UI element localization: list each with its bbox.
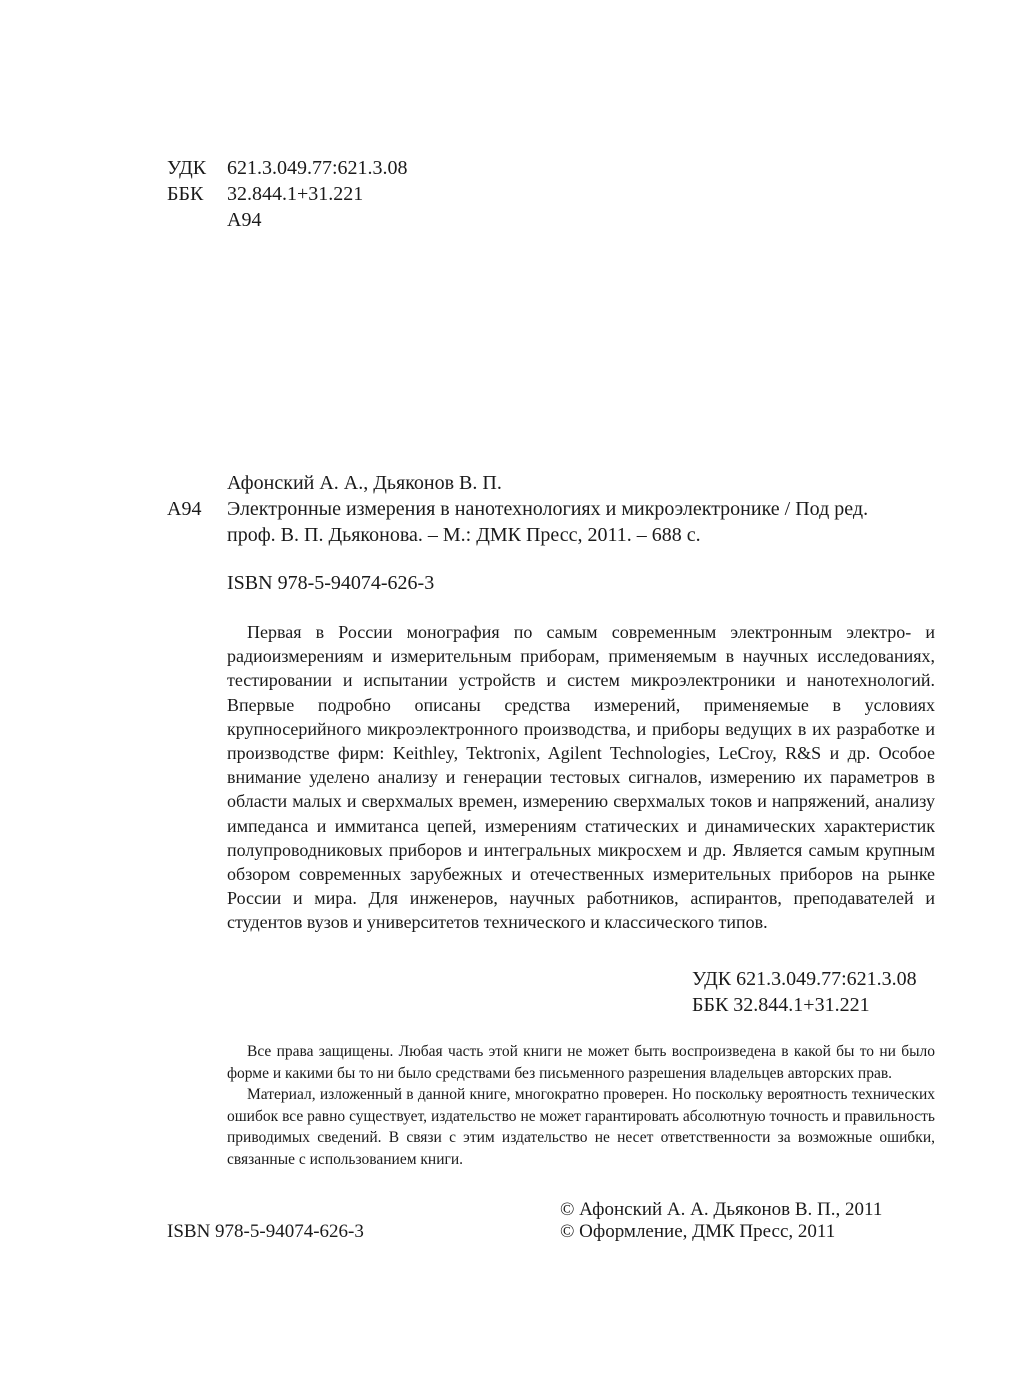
udk-label: УДК (167, 157, 207, 179)
right-udk: УДК 621.3.049.77:621.3.08 (692, 968, 917, 990)
bbk-line (167, 181, 408, 207)
isbn-bottom: ISBN 978-5-94074-626-3 (167, 1221, 364, 1242)
author-mark: А94 (227, 209, 262, 231)
udk-line (167, 155, 408, 181)
classification-block (167, 155, 408, 233)
isbn-main: ISBN 978-5-94074-626-3 (227, 572, 435, 594)
copyright-design: © Оформление, ДМК Пресс, 2011 (560, 1221, 836, 1242)
copyright-authors: © Афонский А. А. Дьяконов В. П., 2011 (560, 1199, 883, 1220)
title-text-1: Электронные измерения в нанотехнологиях и микроэлектронике / Под ред. (227, 498, 869, 520)
title-line-2: проф. В. П. Дьяконова. – М.: ДМК Пресс, 2011. – 688 с. (227, 524, 701, 546)
copyright-block (560, 1199, 882, 1243)
annotation-text: Первая в России монография по самым современным электронным электро- и радиоизмерениям и измерительным приборам, применяемым в научных исследованиях, тестировании и испытании устройств и систем микроэлектроники и нанотехнологий. Впервые подробно описаны средства измерений, применяемые в условиях крупносерийного микроэлектронного производства, и приборы ведущих в их разработке и производстве фирм: Keithley, Tektronix, Agilent Technologies, LeCroy, R&S и др. Особое внимание уделено анализу и генерации тестовых сигналов, измерению их параметров в области малых и сверхмалых времен, измерению сверхмалых токов и напряжений, анализу импеданса и иммитанса цепей, измерениям статических и динамических характеристик полупроводниковых приборов и интегральных микросхем и др. Является самым крупным обзором современных зарубежных и отечественных измерительных приборов на рынке России и мира. Для инженеров, научных работников, аспирантов, преподавателей и студентов вузов и университетов технического и классического типов. (227, 622, 935, 933)
bibliographic-description (167, 470, 937, 548)
bbk-label: ББК (167, 183, 204, 205)
udk-value: 621.3.049.77:621.3.08 (227, 157, 408, 179)
bibliography-mark: А94 (167, 498, 202, 520)
title-line-1 (167, 496, 937, 522)
right-bbk: ББК 32.844.1+31.221 (692, 994, 870, 1016)
right-classification-block (692, 966, 917, 1018)
rights-paragraph-2: Материал, изложенный в данной книге, многократно проверен. Но поскольку вероятность технических ошибок все равно существует, издательство не может гарантировать абсолютную точность и правильность приводимых сведений. В связи с этим издательство не несет ответственности за возможные ошибки, связанные с использованием книги. (227, 1086, 935, 1168)
bbk-value: 32.844.1+31.221 (227, 183, 364, 205)
rights-notice (227, 1041, 935, 1170)
annotation (227, 620, 935, 935)
rights-paragraph-1: Все права защищены. Любая часть этой книги не может быть воспроизведена в какой бы то ни было форме и какими бы то ни было средствами без письменного разрешения владельцев авторских прав. (227, 1043, 935, 1082)
authors-line: Афонский А. А., Дьяконов В. П. (227, 472, 502, 494)
